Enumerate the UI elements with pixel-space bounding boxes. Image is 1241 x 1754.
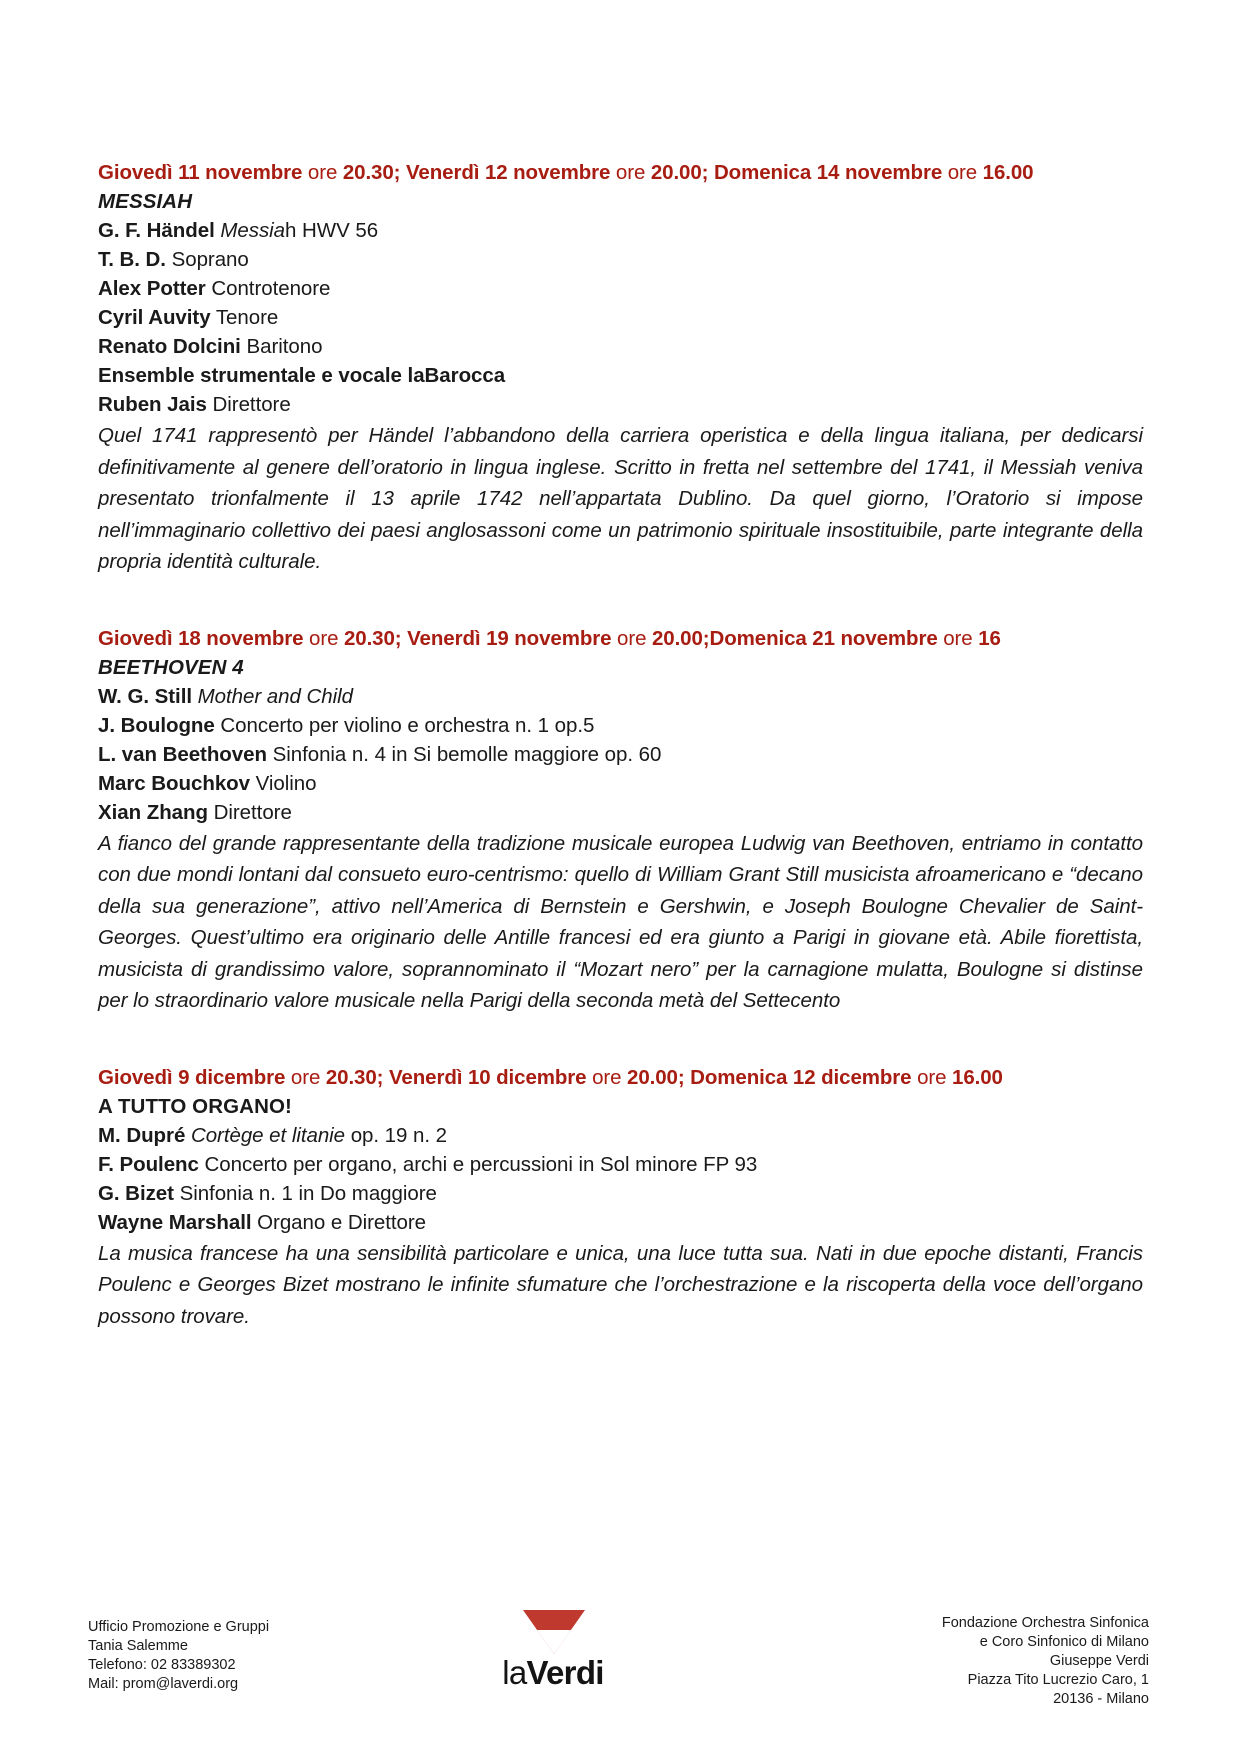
concert-date-line	[98, 1063, 1143, 1092]
credit-line	[98, 798, 1143, 827]
concert-list	[98, 158, 1143, 1332]
credit-line	[98, 245, 1143, 274]
credit-role: Sinfonia n. 1 in Do maggiore	[179, 1181, 437, 1205]
date-part-6: ore	[937, 626, 979, 650]
laverdi-wordmark	[483, 1654, 623, 1692]
credit-role: Organo e Direttore	[257, 1210, 427, 1234]
credit-line	[98, 332, 1143, 361]
concert-description: Quel 1741 rappresentò per Händel l’abbandono della carriera operistica e della lingua italiana, per dedicarsi definitivamente al genere dell’oratorio in lingua inglese. Scritto in fretta nel settembre del 1741, il Messiah veniva presentato trionfalmente il 13 aprile 1742 nell’appartata Dublino. Da quel giorno, l’Oratorio si impose nell’immaginario collettivo dei paesi anglosassoni come un patrimonio spirituale insostituibile, parte integrante della propria identità culturale.	[98, 424, 1143, 573]
concert-title: MESSIAH	[98, 190, 193, 213]
credit-line	[98, 1208, 1143, 1237]
credit-name: T. B. D.	[98, 248, 166, 271]
credit-name: Renato Dolcini	[98, 335, 241, 358]
date-part-7: 16	[978, 626, 1001, 650]
concert-block-beethoven4	[98, 624, 1143, 1017]
date-part-3: 20.30; Venerdì 19 novembre	[343, 626, 612, 650]
credit-name: L. van Beethoven	[98, 742, 267, 766]
credit-line	[98, 361, 1143, 390]
date-part-3: 20.30; Venerdì 12 novembre	[342, 161, 611, 184]
laverdi-triangle-icon	[523, 1610, 585, 1654]
date-part-4: ore	[610, 161, 651, 184]
credit-role: Concerto per organo, archi e percussioni in Sol minore FP 93	[204, 1152, 758, 1176]
credit-tail: op. 19 n. 2	[345, 1123, 448, 1147]
credit-name: Alex Potter	[98, 277, 206, 300]
date-part-6: ore	[942, 161, 983, 184]
date-part-1: Giovedì 18 novembre	[98, 626, 304, 650]
date-part-6: ore	[911, 1065, 953, 1089]
concert-description: La musica francese ha una sensibilità particolare e unica, una luce tutta sua. Nati in due epoche distanti, Francis Poulenc e Georges Bizet mostrano le infinite sfumature che l’orchestrazione e la riscoperta della voce dell’organo possono trovare.	[98, 1241, 1143, 1328]
foundation-street: Piazza Tito Lucrezio Caro, 1	[967, 1672, 1149, 1688]
date-part-2: ore	[303, 626, 344, 650]
credit-line	[98, 769, 1143, 798]
date-part-4: ore	[611, 626, 652, 650]
footer-email: Mail: prom@laverdi.org	[88, 1676, 239, 1692]
date-part-2: ore	[285, 1065, 326, 1089]
foundation-city: 20136 - Milano	[1053, 1691, 1149, 1707]
credit-name: G. Bizet	[98, 1181, 174, 1205]
credit-line	[98, 274, 1143, 303]
date-part-4: ore	[586, 1065, 628, 1089]
page-footer	[0, 1600, 1241, 1720]
date-part-1: Giovedì 11 novembre	[98, 161, 303, 184]
date-part-7: 16.00	[952, 1065, 1003, 1089]
footer-contact-person: Tania Salemme	[88, 1638, 188, 1654]
footer-address-block	[942, 1614, 1149, 1709]
credit-role: Direttore	[212, 393, 291, 416]
credit-name: Cyril Auvity	[98, 306, 211, 329]
credit-work: Cortège et litanie	[190, 1123, 346, 1147]
credit-name: Ensemble strumentale e vocale laBarocca	[98, 364, 506, 387]
footer-phone: Telefono: 02 83389302	[88, 1657, 236, 1673]
credit-name: M. Dupré	[98, 1123, 186, 1147]
credit-role: Concerto per violino e orchestra n. 1 op.5	[220, 713, 595, 737]
credit-line	[98, 216, 1143, 245]
credit-tail: h HWV 56	[285, 219, 379, 242]
foundation-name-line1: Fondazione Orchestra Sinfonica	[941, 1615, 1149, 1631]
date-part-5: 20.00; Domenica 12 dicembre	[627, 1065, 912, 1089]
credit-line	[98, 1150, 1143, 1179]
credit-line	[98, 390, 1143, 419]
concert-date-line	[98, 624, 1143, 653]
date-part-5: 20.00;Domenica 21 novembre	[651, 626, 938, 650]
credit-work: Mother and Child	[197, 684, 353, 708]
credit-role: Baritono	[246, 335, 323, 358]
footer-office-name: Ufficio Promozione e Gruppi	[88, 1619, 270, 1635]
foundation-name-line3: Giuseppe Verdi	[1049, 1653, 1149, 1669]
foundation-name-line2: e Coro Sinfonico di Milano	[979, 1634, 1149, 1650]
date-part-2: ore	[302, 161, 343, 184]
concert-title: BEETHOVEN 4	[98, 655, 244, 679]
logo-text-light: la	[502, 1654, 527, 1691]
credit-name: F. Poulenc	[98, 1152, 199, 1176]
credit-role: Violino	[255, 771, 317, 795]
credit-name: W. G. Still	[98, 684, 192, 708]
credit-role: Soprano	[171, 248, 249, 271]
concert-block-messiah	[98, 158, 1143, 578]
concert-title: A TUTTO ORGANO!	[98, 1094, 292, 1118]
credit-line	[98, 711, 1143, 740]
credit-name: J. Boulogne	[98, 713, 215, 737]
credit-role: Tenore	[215, 306, 279, 329]
date-part-3: 20.30; Venerdì 10 dicembre	[325, 1065, 587, 1089]
date-part-7: 16.00	[982, 161, 1034, 184]
credit-role: Sinfonia n. 4 in Si bemolle maggiore op. 60	[272, 742, 662, 766]
credit-role: Direttore	[213, 800, 292, 824]
credit-line	[98, 740, 1143, 769]
date-part-5: 20.00; Domenica 14 novembre	[650, 161, 943, 184]
credit-work: Messia	[220, 219, 286, 242]
laverdi-logo	[483, 1610, 623, 1710]
concert-description: A fianco del grande rappresentante della tradizione musicale europea Ludwig van Beethoven, entriamo in contatto con due mondi lontani dal consueto euro-centrismo: quello di William Grant Still musicista afroamericano e “decano della sua generazione”, attivo nell’America di Bernstein e Gershwin, e Joseph Boulogne Chevalier de Saint-Georges. Quest’ultimo era originario delle Antille francesi ed era giunto a Parigi in giovane età. Abile fiorettista, musicista di grandissimo valore, soprannominato il “Mozart nero” per la carnagione mulatta, Boulogne si distinse per lo straordinario valore musicale nella Parigi della seconda metà del Settecento	[98, 831, 1143, 1012]
credit-name: Wayne Marshall	[98, 1210, 252, 1234]
concert-date-line	[98, 158, 1143, 187]
credit-line	[98, 303, 1143, 332]
credit-name: Xian Zhang	[98, 800, 208, 824]
credit-role: Controtenore	[211, 277, 331, 300]
footer-contact-block	[88, 1618, 269, 1694]
credit-name: Ruben Jais	[98, 393, 207, 416]
concert-block-a-tutto-organo	[98, 1063, 1143, 1333]
credit-name: G. F. Händel	[98, 219, 215, 242]
credit-line	[98, 682, 1143, 711]
logo-text-bold: Verdi	[526, 1654, 604, 1691]
credit-name: Marc Bouchkov	[98, 771, 250, 795]
date-part-1: Giovedì 9 dicembre	[98, 1065, 286, 1089]
credit-line	[98, 1121, 1143, 1150]
credit-line	[98, 1179, 1143, 1208]
